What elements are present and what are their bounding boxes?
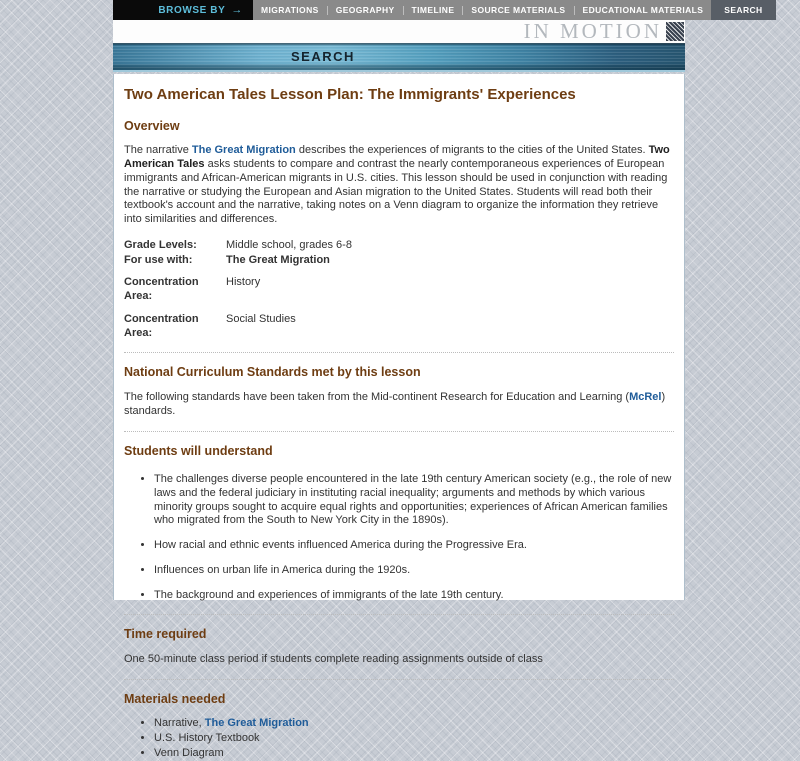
- browse-by-label: BROWSE BY: [158, 4, 226, 16]
- list-item: • U.S. History Textbook: [154, 732, 674, 746]
- nav-item-timeline[interactable]: TIMELINE: [411, 5, 455, 15]
- standards-paragraph: [124, 391, 674, 419]
- section-banner: [113, 43, 685, 72]
- logo-hatch-icon: [666, 22, 684, 41]
- materials-list: [154, 717, 674, 760]
- lesson-info-table: [124, 239, 674, 341]
- section-divider: [124, 679, 674, 680]
- section-divider: [124, 352, 674, 353]
- list-item: • Venn Diagram: [154, 747, 674, 761]
- section-divider: [124, 431, 674, 432]
- mcrel-link[interactable]: McRel: [629, 391, 662, 403]
- materials-needed-heading: Materials needed: [124, 691, 226, 706]
- info-row-concentration-2: [124, 313, 674, 341]
- standards-text: The following standards have been taken from the Mid-continent Research for Education and Learning (: [124, 391, 630, 403]
- concentration-area-value: Social Studies: [226, 312, 296, 325]
- top-navigation: [113, 0, 763, 20]
- great-migration-link[interactable]: The Great Migration: [191, 144, 296, 157]
- nav-item-search-active[interactable]: SEARCH: [711, 0, 775, 20]
- for-use-with-label: For use with:: [124, 253, 193, 266]
- grade-levels-value: Middle school, grades 6-8: [226, 238, 352, 251]
- time-required-text: One 50-minute class period if students complete reading assignments outside of class: [124, 653, 543, 665]
- overview-text: describes the experiences of migrants to the cities of the United States.: [295, 144, 649, 157]
- overview-text: The narrative: [124, 144, 192, 157]
- understand-list: [154, 473, 674, 602]
- standards-heading: National Curriculum Standards met by this lesson: [124, 365, 421, 380]
- overview-paragraph: [124, 144, 674, 227]
- overview-text: asks students to compare and contrast the nearly contemporaneous experiences of European immigrants and African-American migrants in U.S. cities. This lesson should be used in conjunction with reading the narrative or studying the European and Asian migration to the United States. Students will read both their textbook's account and the narrative, taking notes on a Venn diagram to organize the information they retrieve into similarities and differences.: [124, 158, 668, 226]
- time-required-heading: Time required: [124, 627, 207, 642]
- list-item: • The background and experiences of immigrants of the late 19th century.: [154, 589, 674, 603]
- overview-heading: Overview: [124, 118, 180, 133]
- list-item: [154, 717, 674, 731]
- great-migration-link[interactable]: The Great Migration: [226, 253, 330, 266]
- info-row-for-use-with: [124, 254, 674, 268]
- materials-text: Narrative,: [154, 717, 205, 730]
- nav-item-migrations[interactable]: MIGRATIONS: [261, 5, 319, 15]
- logo-strip: [113, 20, 685, 43]
- section-divider: [124, 614, 674, 615]
- nav-menu: [253, 0, 776, 20]
- list-item: • Influences on urban life in America during the 1920s.: [154, 564, 674, 578]
- main-content: [113, 74, 685, 759]
- grade-levels-label: Grade Levels:: [124, 238, 197, 251]
- two-american-tales-emphasis: Two American Tales: [124, 144, 670, 171]
- nav-item-educational-materials[interactable]: EDUCATIONAL MATERIALS: [582, 5, 704, 15]
- nav-item-geography[interactable]: GEOGRAPHY: [335, 5, 395, 15]
- info-row-concentration-1: [124, 276, 674, 304]
- students-will-understand-heading: Students will understand: [124, 443, 273, 458]
- list-item: • The challenges diverse people encountered in the late 19th century American society (e.g., the role of new laws and the federal judiciary in instituting racial inequality; arguments and methods by which various minority groups sought to acquire equal rights and opportunities; experiences of African American families who migrated from the South to New York City in the 1890s).: [154, 473, 674, 528]
- browse-by-button[interactable]: [113, 0, 253, 20]
- concentration-area-value: History: [226, 276, 261, 289]
- page-title: Two American Tales Lesson Plan: The Immigrants' Experiences: [124, 86, 576, 103]
- concentration-area-label: Concentration Area:: [124, 276, 199, 303]
- nav-item-source-materials[interactable]: SOURCE MATERIALS: [471, 5, 566, 15]
- standards-text: ) standards.: [124, 391, 666, 417]
- great-migration-link[interactable]: The Great Migration: [204, 717, 309, 730]
- banner-title: SEARCH: [291, 49, 355, 64]
- in-motion-logo: IN MOTION: [523, 19, 662, 43]
- list-item: • How racial and ethnic events influenced America during the Progressive Era.: [154, 539, 674, 553]
- arrow-right-icon: →: [231, 4, 243, 16]
- concentration-area-label: Concentration Area:: [124, 312, 199, 339]
- info-row-grade-levels: [124, 239, 674, 253]
